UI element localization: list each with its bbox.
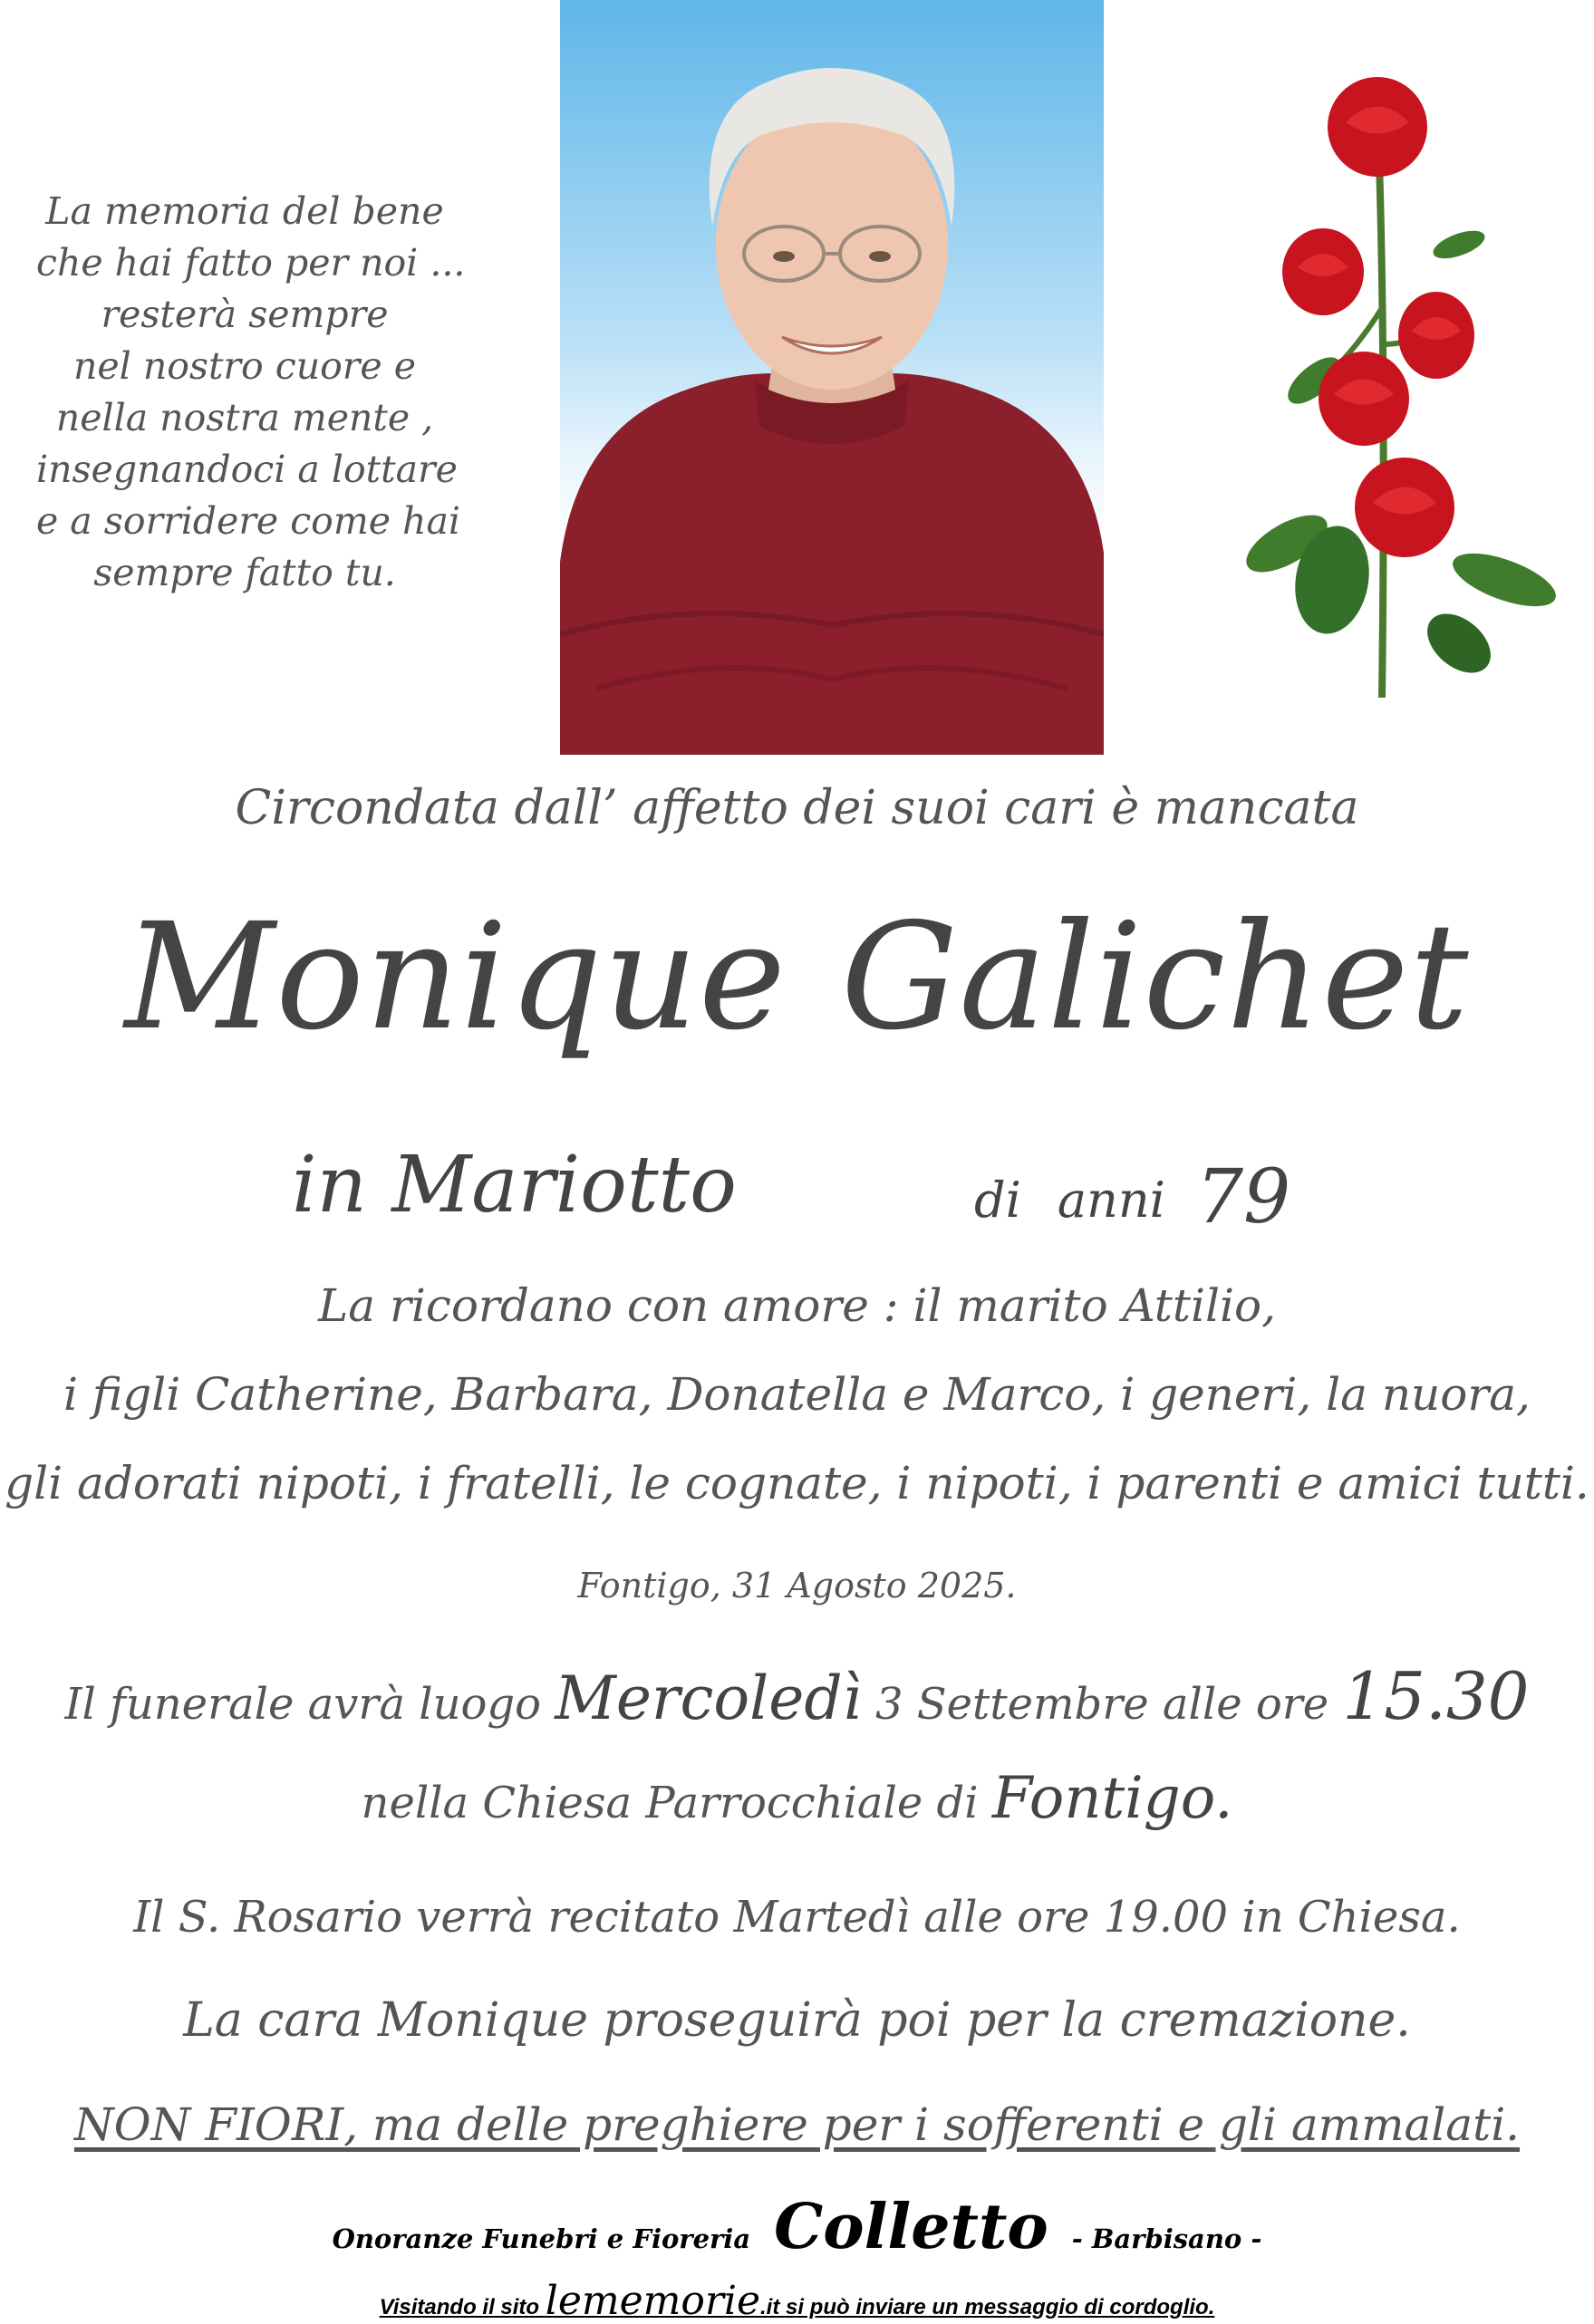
rose-icon [1232,72,1577,707]
roses-decoration [1232,72,1577,707]
last-name: Galichet [840,892,1470,1063]
poem-line: che hai fatto per noi ... [36,241,466,284]
agency-suffix: - Barbisano - [1071,2223,1262,2254]
married-name: in Mariotto [292,1140,737,1230]
poem-line: resterà sempre [101,293,389,336]
funeral-time: 15.30 [1342,1658,1530,1734]
portrait-photo [560,0,1104,755]
funeral-location-line [0,1765,1594,1832]
intro-text: Circondata dall’ affetto dei suoi cari è mancata [235,781,1359,835]
poem-line: sempre fatto tu. [93,551,396,594]
family-line: i figli Catherine, Barbara, Donatella e Marco, i generi, la nuora, [63,1368,1531,1421]
place-date: Fontigo, 31 Agosto 2025. [577,1566,1017,1606]
portrait-illustration [560,0,1104,755]
funeral-date: 3 Settembre alle ore [861,1679,1343,1730]
agency-name: Colletto [774,2191,1048,2263]
no-flowers-text: NON FIORI, ma delle preghiere per i sofferenti e gli ammalati. [73,2098,1521,2151]
poem-line: La memoria del bene [45,189,444,233]
agency-prefix: Onoranze Funebri e Fioreria [332,2223,751,2254]
footer-before: Visitando il sito [379,2295,546,2319]
funeral-location-text: nella Chiesa Parrocchiale di [361,1778,992,1828]
footer-after: .it si può inviare un messaggio di cordoglio. [759,2295,1215,2319]
funeral-day: Mercoledì [555,1663,862,1733]
cremation-text: La cara Monique proseguirà poi per la cremazione. [183,1993,1411,2048]
poem-line: e a sorridere come hai [36,499,460,543]
first-name: Monique [124,892,787,1063]
memorial-poem [36,186,466,599]
family-line: gli adorati nipoti, i fratelli, le cognate, i nipoti, i parenti e amici tutti. [5,1457,1589,1509]
funeral-line [0,1658,1594,1734]
poem-line: insegnandoci a lottare [36,448,458,491]
funeral-text: Il funerale avrà luogo [64,1679,555,1730]
age-prefix: anni [1057,1172,1165,1229]
deceased-name [0,892,1594,1063]
family-line: La ricordano con amore : il marito Attilio, [318,1279,1276,1332]
age-value: 79 [1195,1154,1291,1240]
rosary-text: Il S. Rosario verrà recitato Martedì alle ore 19.00 in Chiesa. [133,1892,1461,1943]
age-line [974,1149,1291,1240]
age-prefix: di [974,1172,1021,1229]
condolence-footer [0,2278,1594,2324]
funeral-location: Fontigo. [991,1765,1233,1832]
poem-line: nel nostro cuore e [73,344,416,388]
funeral-agency [0,2191,1594,2263]
poem-line: nella nostra mente , [55,396,434,439]
website-link[interactable]: lememorie [545,2278,760,2324]
